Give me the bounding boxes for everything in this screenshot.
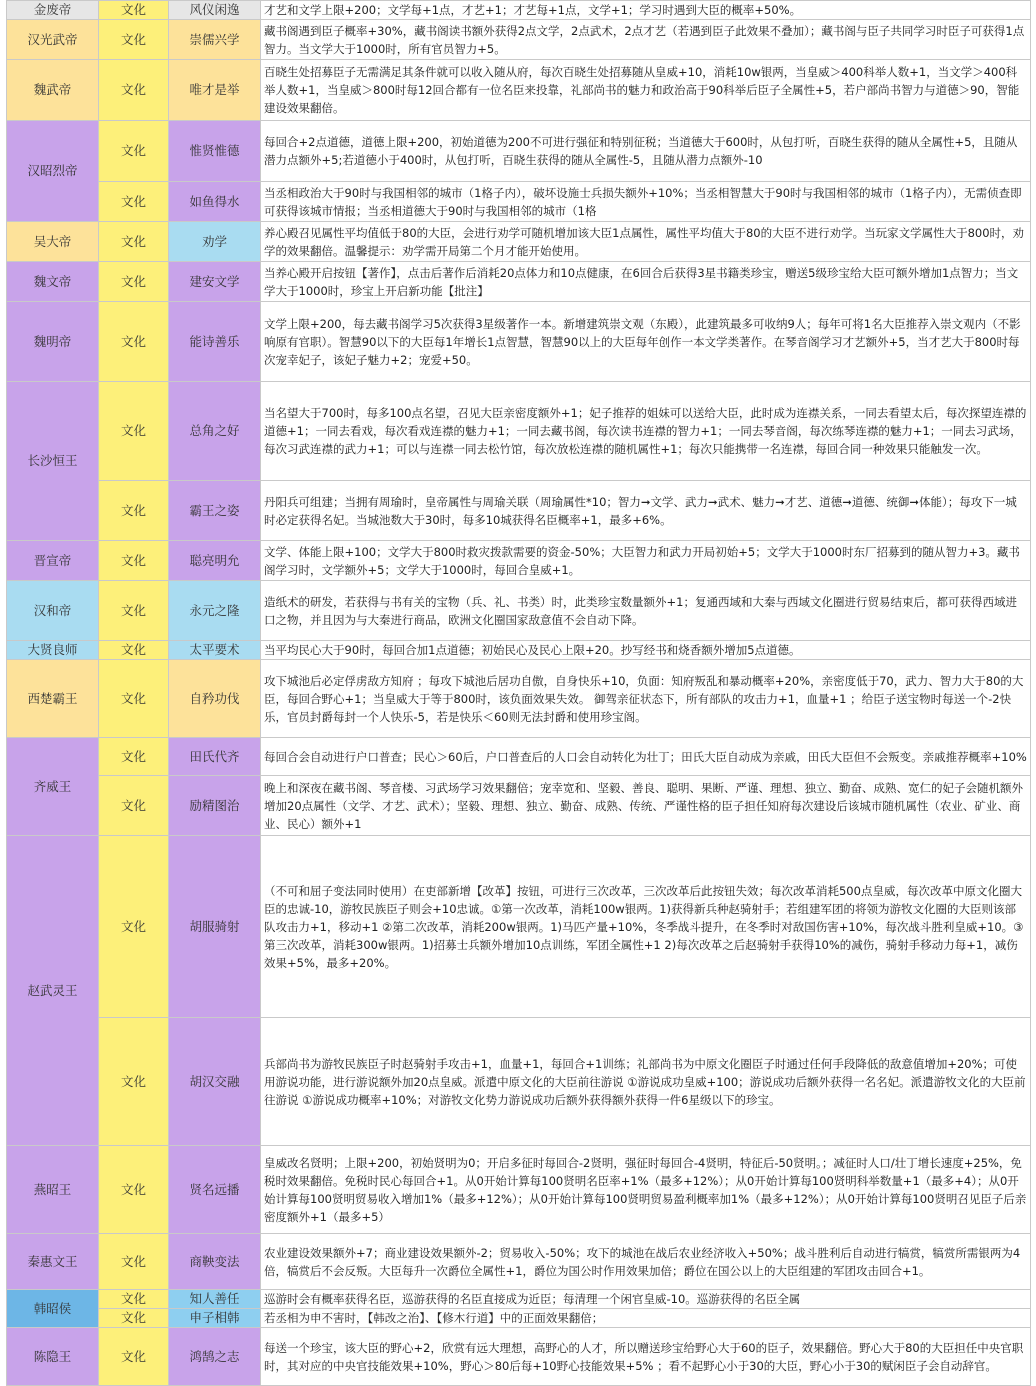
category-cell: 文化 (99, 1328, 169, 1386)
table-row (7, 20, 1031, 60)
skill-name-cell: 惟贤惟德 (169, 121, 261, 182)
category-cell: 文化 (99, 121, 169, 182)
skill-desc-cell: 造纸术的研发，若获得与书有关的宝物（兵、礼、书类）时，此类珍宝数量额外+1；复通西域和大秦与西域文化圈进行贸易结束后，都可获得西域进口之物，并且因为与大秦进行商品，欧洲文化圈国家敌意值不会自动下降。 (261, 581, 1031, 641)
table-row (7, 1018, 1031, 1146)
category-cell: 文化 (99, 1234, 169, 1290)
category-cell: 文化 (99, 1, 169, 20)
skill-desc-cell: 养心殿召见属性平均值低于80的大臣，会进行劝学可随机增加该大臣1点属性，属性平均值大于80的大臣不进行劝学。当玩家文学属性大于800时，劝学的效果翻倍。温馨提示：劝学需开局第二个月才能开始使用。 (261, 222, 1031, 262)
category-cell: 文化 (99, 738, 169, 776)
skill-name-cell: 鸿鹄之志 (169, 1328, 261, 1386)
emperor-name-cell: 魏武帝 (7, 60, 99, 121)
emperor-name-cell: 魏明帝 (7, 302, 99, 382)
category-cell: 文化 (99, 776, 169, 836)
category-cell: 文化 (99, 302, 169, 382)
skill-name-cell: 贤名远播 (169, 1146, 261, 1234)
table-row (7, 1, 1031, 20)
skill-name-cell: 聪亮明允 (169, 541, 261, 581)
emperor-name-cell: 赵武灵王 (7, 836, 99, 1146)
table-row (7, 382, 1031, 481)
skill-desc-cell: 当丞相政治大于90时与我国相邻的城市（1格子内），破坏设施士兵损失额外+10%；当丞相智慧大于90时与我国相邻的城市（1格子内），无需侦查即可获得该城市情报；当丞相道德大于90时与我国相邻的城市（1格 (261, 182, 1031, 222)
table-row (7, 1234, 1031, 1290)
category-cell: 文化 (99, 262, 169, 302)
category-cell: 文化 (99, 836, 169, 1018)
skill-name-cell: 建安文学 (169, 262, 261, 302)
skill-name-cell: 太平要术 (169, 641, 261, 660)
skill-name-cell: 永元之隆 (169, 581, 261, 641)
category-cell: 文化 (99, 222, 169, 262)
emperor-name-cell: 齐威王 (7, 738, 99, 836)
emperor-name-cell: 金废帝 (7, 1, 99, 20)
category-cell: 文化 (99, 1309, 169, 1328)
skill-name-cell: 胡汉交融 (169, 1018, 261, 1146)
skill-desc-cell: 攻下城池后必定俘虏敌方知府 ；每攻下城池后居功自傲，自身快乐+10，负面：知府叛乱和暴动概率+20%，亲密度低于70，武力、智力大于80的大臣，每回合野心+1；当皇威大于等于800时，该负面效果失效。 御驾亲征状态下，所有部队的攻击力+1，血量+1 ；给臣子送宝物时每送一个-2快乐，官员封爵每封一个人快乐-5，若是快乐＜60则无法封爵和使用珍宝阁。 (261, 660, 1031, 738)
skill-name-cell: 自矜功伐 (169, 660, 261, 738)
skill-name-cell: 商鞅变法 (169, 1234, 261, 1290)
table-row (7, 541, 1031, 581)
skill-desc-cell: 晚上和深夜在藏书阁、琴音楼、习武场学习效果翻倍；宠幸宽和、坚毅、善良、聪明、果断、严谨、理想、独立、勤奋、成熟、宽仁的妃子会随机额外增加20点属性（文学、才艺、武术）；坚毅、理想、独立、勤奋、成熟、传统、严谨性格的臣子担任知府每次建设后该城市随机属性（农业、矿业、商业、民心）额外+1 (261, 776, 1031, 836)
skill-desc-cell: 才艺和文学上限+200；文学每+1点，才艺+1；才艺每+1点，文学+1；学习时遇到大臣的概率+50%。 (261, 1, 1031, 20)
skill-name-cell: 崇儒兴学 (169, 20, 261, 60)
emperor-name-cell: 秦惠文王 (7, 1234, 99, 1290)
emperor-name-cell: 陈隐王 (7, 1328, 99, 1386)
emperor-name-cell: 长沙恒王 (7, 382, 99, 541)
skill-desc-cell: 百晓生处招募臣子无需满足其条件就可以收入随从府，每次百晓生处招募随从皇威+10，消耗10w银两，当皇威＞400科举人数+1，当文学＞400科举人数+1，当皇威＞800时每12回合都有一位名臣来投靠，礼部尚书的魅力和政治高于90科举后臣子全属性+5，若户部尚书智力与道德＞90，智能建设效果翻倍。 (261, 60, 1031, 121)
skill-name-cell: 能诗善乐 (169, 302, 261, 382)
table-row (7, 182, 1031, 222)
skill-name-cell: 知人善任 (169, 1290, 261, 1309)
skill-desc-cell: 每回合+2点道德，道德上限+200，初始道德为200不可进行强征和特别征税；当道德大于600时，从包打听，百晓生获得的随从全属性+5，且随从潜力点额外+5;若道德小于400时，从包打听，百晓生获得的随从全属性-5，且随从潜力点额外-10 (261, 121, 1031, 182)
emperor-name-cell: 晋宣帝 (7, 541, 99, 581)
emperor-name-cell: 韩昭侯 (7, 1290, 99, 1328)
skill-desc-cell: 当养心殿开启按钮【著作】，点击后著作后消耗20点体力和10点健康，在6回合后获得3星书籍类珍宝，赠送5级珍宝给大臣可额外增加1点智力；当文学大于1000时，珍宝上开启新功能【批注】 (261, 262, 1031, 302)
skill-desc-cell: 每回合会自动进行户口普查；民心＞60后，户口普查后的人口会自动转化为壮丁；田氏大臣自动成为亲戚，田氏大臣但不会叛变。亲戚推荐概率+10% (261, 738, 1031, 776)
skill-desc-cell: 文学上限+200，每去藏书阁学习5次获得3星级著作一本。新增建筑崇文观（东殿），此建筑最多可收纳9人；每年可将1名大臣推荐入崇文观内（不影响原有官职）。智慧90以下的大臣每1年增长1点智慧，智慧90以上的大臣每年创作一本文学类著作。在琴音阁学习才艺额外+5，当才艺大于800时每次宠幸妃子，该妃子魅力+2；宠爱+50。 (261, 302, 1031, 382)
skill-desc-cell: 每送一个珍宝，该大臣的野心+2，欣赏有远大理想，高野心的人才，所以赠送珍宝给野心大于60的臣子，效果翻倍。野心大于80的大臣担任中央官职时，其对应的中央官技能效果+10%，野心＞80后每+10野心技能效果+5% ；看不起野心小于30的大臣，野心小于30的赋闲臣子会自动辞官。 (261, 1328, 1031, 1386)
skill-name-cell: 田氏代齐 (169, 738, 261, 776)
category-cell: 文化 (99, 20, 169, 60)
emperor-name-cell: 汉光武帝 (7, 20, 99, 60)
emperor-name-cell: 燕昭王 (7, 1146, 99, 1234)
table-row (7, 836, 1031, 1018)
skill-name-cell: 申子相韩 (169, 1309, 261, 1328)
category-cell: 文化 (99, 481, 169, 541)
skill-desc-cell: 藏书阁遇到臣子概率+30%，藏书阁读书额外获得2点文学，2点武术，2点才艺（若遇到臣子此效果不叠加）；藏书阁与臣子共同学习时臣子可获得1点智力。当文学大于1000时，所有官员智力+5。 (261, 20, 1031, 60)
skill-desc-cell: 若丞相为申不害时，【韩改之治】、【修木行道】中的正面效果翻倍； (261, 1309, 1031, 1328)
table-row (7, 641, 1031, 660)
category-cell: 文化 (99, 1290, 169, 1309)
skill-name-cell: 霸王之姿 (169, 481, 261, 541)
skill-desc-cell: （不可和屈子变法同时使用）在吏部新增【改革】按钮，可进行三次改革，三次改革后此按钮失效；每次改革消耗500点皇威，每次改革中原文化圈大臣的忠诚-10，游牧民族臣子则会+10忠诚。①第一次改革，消耗100w银两。1)获得新兵种赵骑射手；若组建军团的将领为游牧文化圈的大臣则该部队攻击力+1，移动+1 ②第二次改革，消耗200w银两。1)马匹产量+10%，冬季战斗提升，在冬季时对敌国伤害+10%，每次战斗胜利皇威+10。③第三次改革，消耗300w银两。1)招募士兵额外增加10点训练，军团全属性+1 2)每次改革之后赵骑射手获得10%的减伤，骑射手移动力每+1，减伤效果+5%，最多+20%。 (261, 836, 1031, 1018)
table-row (7, 222, 1031, 262)
category-cell: 文化 (99, 641, 169, 660)
category-cell: 文化 (99, 541, 169, 581)
skill-desc-cell: 丹阳兵可组建；当拥有周瑜时，皇帝属性与周瑜关联（周瑜属性*10；智力➞文学、武力➞武术、魅力➞才艺、道德➞道德、统御➞体能）；每攻下一城时必定获得名妃。当城池数大于30时，每多10城获得名臣概率+1，最多+6%。 (261, 481, 1031, 541)
table-row (7, 738, 1031, 776)
category-cell: 文化 (99, 382, 169, 481)
table-row (7, 1290, 1031, 1309)
skill-name-cell: 唯才是举 (169, 60, 261, 121)
category-cell: 文化 (99, 1146, 169, 1234)
skill-desc-cell: 兵部尚书为游牧民族臣子时赵骑射手攻击+1，血量+1，每回合+1训练；礼部尚书为中原文化圈臣子时通过任何手段降低的敌意值增加+20%；可使用游说功能，进行游说额外加20点皇威。派遣中原文化的大臣前往游说 ①游说成功皇威+100；游说成功后额外获得一名名妃。派遣游牧文化的大臣前往游说 ①游说成功概率+10%；对游牧文化势力游说成功后额外获得额外获得一件6星级以下的珍宝。 (261, 1018, 1031, 1146)
skill-desc-cell: 文学、体能上限+100；文学大于800时救灾拨款需要的资金-50%；大臣智力和武力开局初始+5；文学大于1000时东厂招募到的随从智力+3。藏书阁学习时，文学额外+5；文学大于1000时，每回合皇威+1。 (261, 541, 1031, 581)
table-row (7, 481, 1031, 541)
skill-desc-cell: 当名望大于700时，每多100点名望，召见大臣亲密度额外+1；妃子推荐的姐妹可以送给大臣，此时成为连襟关系，一同去看望太后，每次探望连襟的道德+1；一同去看戏，每次看戏连襟的魅力+1；一同去藏书阁，每次读书连襟的智力+1；一同去琴音阁，每次练琴连襟的魅力+1；一同去习武场，每次习武连襟的武力+1；可以与连襟一同去松竹馆，每次放松连襟的随机属性+1；每次只能携带一名连襟，每回合同一种效果只能触发一次。 (261, 382, 1031, 481)
skill-desc-cell: 皇威改名贤明；上限+200，初始贤明为0；开启多征时每回合-2贤明，强征时每回合-4贤明，特征后-50贤明。；减征时人口/壮丁增长速度+25%，免税时效果翻倍。免税时民心每回合+1。从0开始计算每100贤明名臣率+1%（最多+12%）；从0开始计算每100贤明科举数量+1（最多+4）；从0开始计算每100贤明贸易收入增加1%（最多+12%）；从0开始计算每100贤明贸易盈利概率加1%（最多+12%）；从0开始计算每100贤明召见臣子后亲密度额外+1（最多+5） (261, 1146, 1031, 1234)
category-cell: 文化 (99, 182, 169, 222)
table-row (7, 121, 1031, 182)
skill-name-cell: 胡服骑射 (169, 836, 261, 1018)
table-row (7, 60, 1031, 121)
skill-name-cell: 总角之好 (169, 382, 261, 481)
skill-name-cell: 励精图治 (169, 776, 261, 836)
emperor-name-cell: 西楚霸王 (7, 660, 99, 738)
skill-name-cell: 风仪闲逸 (169, 1, 261, 20)
skill-desc-cell: 当平均民心大于90时，每回合加1点道德；初始民心及民心上限+20。抄写经书和烧香额外增加5点道德。 (261, 641, 1031, 660)
table-row (7, 1146, 1031, 1234)
table-row (7, 776, 1031, 836)
category-cell: 文化 (99, 1018, 169, 1146)
skill-name-cell: 如鱼得水 (169, 182, 261, 222)
category-cell: 文化 (99, 581, 169, 641)
category-cell: 文化 (99, 660, 169, 738)
emperor-name-cell: 汉和帝 (7, 581, 99, 641)
table-row (7, 1309, 1031, 1328)
emperor-skill-table (6, 0, 1031, 1386)
emperor-name-cell: 大贤良师 (7, 641, 99, 660)
table-row (7, 660, 1031, 738)
table-row (7, 302, 1031, 382)
category-cell: 文化 (99, 60, 169, 121)
skill-desc-cell: 巡游时会有概率获得名臣，巡游获得的名臣直接成为近臣；每清理一个闲官皇威-10。巡游获得的名臣全属 (261, 1290, 1031, 1309)
table-row (7, 581, 1031, 641)
skill-desc-cell: 农业建设效果额外+7；商业建设效果额外-2；贸易收入-50%；攻下的城池在战后农业经济收入+50%；战斗胜利后自动进行犒赏，犒赏所需银两为4倍，犒赏后不会反叛。大臣每升一次爵位全属性+1，爵位为国公时作用效果加倍；爵位在国公以上的大臣组建的军团攻击回合+1。 (261, 1234, 1031, 1290)
emperor-name-cell: 汉昭烈帝 (7, 121, 99, 222)
skill-name-cell: 劝学 (169, 222, 261, 262)
table-row (7, 262, 1031, 302)
table-row (7, 1328, 1031, 1386)
emperor-name-cell: 吴大帝 (7, 222, 99, 262)
emperor-name-cell: 魏文帝 (7, 262, 99, 302)
